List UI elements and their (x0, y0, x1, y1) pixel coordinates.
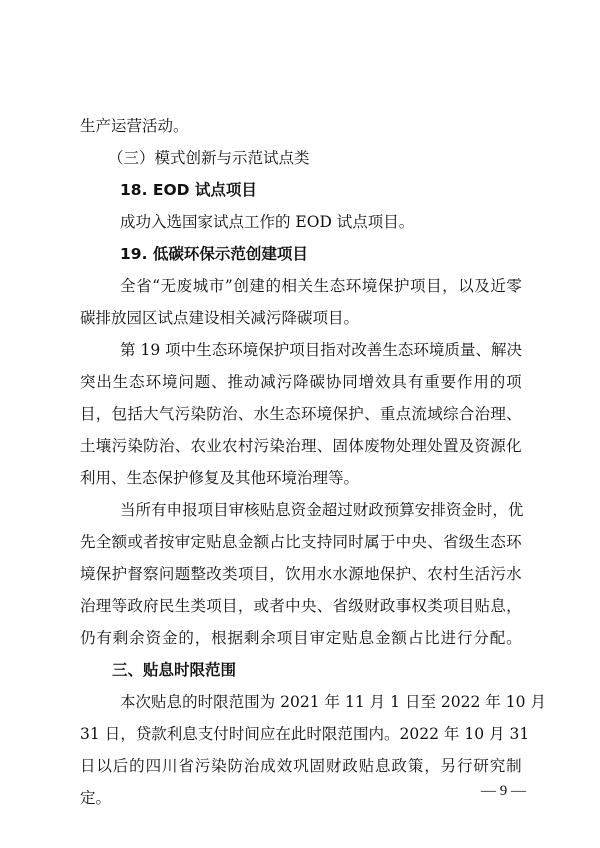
page-number: — 9 — (481, 783, 526, 799)
text-line: 19. 低碳环保示范创建项目 (120, 245, 308, 263)
text-line: 土 壤 污 染 防 治 、 农 业 农 村 污 染 治 理 、 固 体 废 物 处 理 处 置 及 资 源 化 (80, 437, 522, 455)
text-line: 治 理 等 政 府 民 生 类 项 目 ， 或 者 中 央 、 省 级 财 政 事 权 类 项 目 贴 息 ， (80, 597, 522, 615)
text-line: 本 次 贴 息 的 时 限 范 围 为 2 0 2 1 年 1 1 月 1 日 至 2 0 2 2 年 1 0 月 (120, 693, 546, 711)
text-line: 第 1 9 项 中 生 态 环 境 保 护 项 目 指 对 改 善 生 态 环 境 质 量 、 解 决 (120, 341, 522, 359)
text-line: 三、贴息时限范围 (112, 661, 237, 679)
text-line: 日 以 后 的 四 川 省 污 染 防 治 成 效 巩 固 财 政 贴 息 政 策 ， 另 行 研 究 制 (80, 757, 522, 775)
text-line: 生产运营活动。 (80, 117, 189, 135)
text-line: 境 保 护 督 察 问 题 整 改 类 项 目 ， 饮 用 水 水 源 地 保 护 、 农 村 生 活 污 水 (80, 565, 522, 583)
text-line: 利用、生态保护修复及其他环境治理等。 (80, 469, 360, 487)
text-line: 碳排放园区试点建设相关减污降碳项目。 (80, 309, 360, 327)
text-line: 成功入选国家试点工作的 EOD 试点项目。 (120, 213, 415, 231)
text-line: 当 所 有 申 报 项 目 审 核 贴 息 资 金 超 过 财 政 预 算 安 排 资 金 时 ， 优 (120, 501, 524, 519)
text-line: 定。 (80, 789, 112, 807)
text-line: 18. EOD 试点项目 (120, 181, 257, 199)
text-line: 先 全 额 或 者 按 审 定 贴 息 金 额 占 比 支 持 同 时 属 于 中 央 、 省 级 生 态 环 (80, 533, 522, 551)
text-line: （三）模式创新与示范试点类 (108, 149, 310, 167)
text-line: 目 ， 包 括 大 气 污 染 防 治 、 水 生 态 环 境 保 护 、 重 点 流 域 综 合 治 理 、 (80, 405, 522, 423)
text-line: 3 1 日 ， 贷 款 利 息 支 付 时 间 应 在 此 时 限 范 围 内 。 2 0 2 2 年 1 0 月 3 1 (80, 725, 530, 743)
text-line: 突 出 生 态 环 境 问 题 、 推 动 减 污 降 碳 协 同 增 效 具 有 重 要 作 用 的 项 (80, 373, 522, 391)
text-line: 仍 有 剩 余 资 金 的 ， 根 据 剩 余 项 目 审 定 贴 息 金 额 占 比 进 行 分 配 。 (80, 629, 522, 647)
text-line: 全 省 “ 无 废 城 市 ” 创 建 的 相 关 生 态 环 境 保 护 项 目 ， 以 及 近 零 (120, 277, 522, 295)
